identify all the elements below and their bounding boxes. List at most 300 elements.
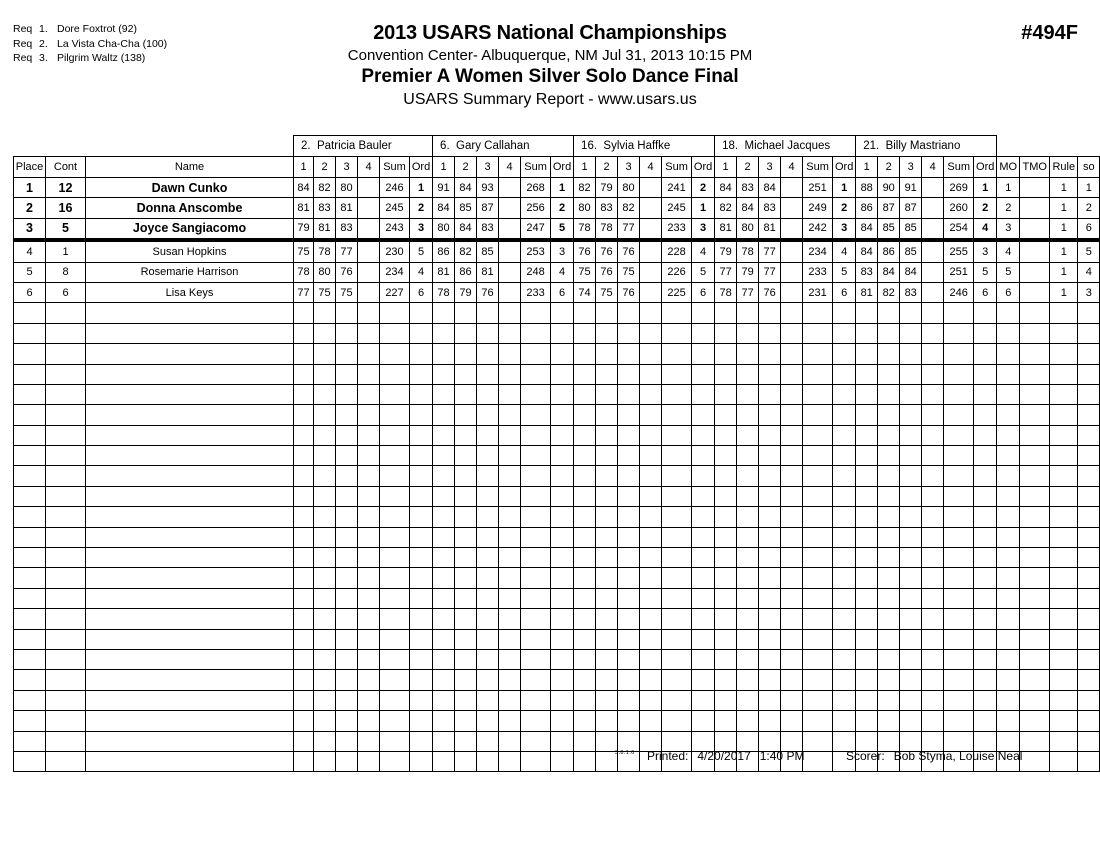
empty-cell xyxy=(1050,629,1078,649)
empty-cell xyxy=(640,670,662,690)
table-row[interactable] xyxy=(14,282,1100,302)
cell-judge1-s1: 84 xyxy=(294,178,314,198)
header-judge5-sum: Sum xyxy=(944,157,974,178)
empty-cell xyxy=(662,323,692,343)
empty-cell xyxy=(922,527,944,547)
empty-cell xyxy=(878,588,900,608)
empty-row[interactable] xyxy=(14,486,1100,506)
empty-row[interactable] xyxy=(14,344,1100,364)
table-row[interactable] xyxy=(14,178,1100,198)
empty-cell xyxy=(314,629,336,649)
empty-cell xyxy=(974,690,997,710)
cell-judge4-s1: 81 xyxy=(715,218,737,240)
header-judge3-3: 3 xyxy=(618,157,640,178)
empty-cell xyxy=(781,548,803,568)
empty-cell xyxy=(294,731,314,751)
empty-cell xyxy=(803,690,833,710)
empty-cell xyxy=(410,527,433,547)
cell-rule: 1 xyxy=(1050,198,1078,218)
empty-cell xyxy=(662,629,692,649)
empty-cell xyxy=(759,405,781,425)
header-judge2-sum: Sum xyxy=(521,157,551,178)
cell-judge5-s1: 88 xyxy=(856,178,878,198)
cell-judge2-s4 xyxy=(499,262,521,282)
cell-judge3-s3: 82 xyxy=(618,198,640,218)
empty-cell xyxy=(46,609,86,629)
empty-cell xyxy=(692,466,715,486)
empty-cell xyxy=(477,446,499,466)
cell-judge2-s1: 81 xyxy=(433,262,455,282)
empty-cell xyxy=(900,629,922,649)
cell-judge5-s3: 91 xyxy=(900,178,922,198)
cell-judge4-s4 xyxy=(781,178,803,198)
empty-cell xyxy=(997,364,1020,384)
empty-cell xyxy=(737,364,759,384)
empty-cell xyxy=(46,670,86,690)
empty-cell xyxy=(521,690,551,710)
cell-so: 4 xyxy=(1078,262,1100,282)
empty-cell xyxy=(944,548,974,568)
empty-cell xyxy=(1078,731,1100,751)
empty-cell xyxy=(46,364,86,384)
empty-cell xyxy=(878,344,900,364)
empty-row[interactable] xyxy=(14,711,1100,731)
empty-cell xyxy=(922,548,944,568)
empty-cell xyxy=(922,609,944,629)
empty-cell xyxy=(86,344,294,364)
empty-cell xyxy=(759,323,781,343)
header-judge1-ord: Ord xyxy=(410,157,433,178)
empty-cell xyxy=(46,690,86,710)
empty-cell xyxy=(336,384,358,404)
empty-cell xyxy=(715,384,737,404)
table-row[interactable] xyxy=(14,240,1100,262)
empty-cell xyxy=(294,649,314,669)
header-judge4-4: 4 xyxy=(781,157,803,178)
cell-judge1-s4 xyxy=(358,282,380,302)
empty-cell xyxy=(410,629,433,649)
empty-cell xyxy=(618,609,640,629)
cell-judge1-sum: 234 xyxy=(380,262,410,282)
cell-judge1-s1: 75 xyxy=(294,240,314,262)
empty-cell xyxy=(14,690,46,710)
empty-cell xyxy=(856,323,878,343)
empty-cell xyxy=(294,466,314,486)
table-row[interactable] xyxy=(14,198,1100,218)
empty-cell xyxy=(618,466,640,486)
empty-cell xyxy=(380,568,410,588)
cell-judge5-ord: 5 xyxy=(974,262,997,282)
empty-row[interactable] xyxy=(14,609,1100,629)
empty-cell xyxy=(596,731,618,751)
empty-cell xyxy=(499,466,521,486)
header-judge2-4: 4 xyxy=(499,157,521,178)
requirement-label: Req xyxy=(13,37,33,50)
cell-judge2-s3: 81 xyxy=(477,262,499,282)
cell-judge5-s3: 85 xyxy=(900,218,922,240)
empty-cell xyxy=(662,548,692,568)
empty-cell xyxy=(662,344,692,364)
empty-cell xyxy=(878,384,900,404)
empty-cell xyxy=(944,711,974,731)
empty-cell xyxy=(662,425,692,445)
empty-cell xyxy=(455,731,477,751)
empty-cell xyxy=(294,690,314,710)
empty-cell xyxy=(294,446,314,466)
empty-cell xyxy=(380,507,410,527)
empty-cell xyxy=(46,425,86,445)
cell-judge4-s4 xyxy=(781,240,803,262)
cell-judge4-ord: 4 xyxy=(833,240,856,262)
empty-cell xyxy=(294,303,314,323)
empty-cell xyxy=(477,323,499,343)
venue-line: Convention Center- Albuquerque, NM Jul 31, 2013 10:15 PM xyxy=(347,47,753,64)
empty-cell xyxy=(900,568,922,588)
empty-cell xyxy=(781,323,803,343)
empty-cell xyxy=(878,629,900,649)
empty-cell xyxy=(499,711,521,731)
cell-judge2-s4 xyxy=(499,282,521,302)
empty-cell xyxy=(662,486,692,506)
empty-row[interactable] xyxy=(14,323,1100,343)
empty-cell xyxy=(692,690,715,710)
empty-cell xyxy=(737,690,759,710)
header-tmo: TMO xyxy=(1020,157,1050,178)
cell-cont: 6 xyxy=(46,282,86,302)
empty-cell xyxy=(410,486,433,506)
empty-cell xyxy=(499,731,521,751)
cell-judge1-s1: 81 xyxy=(294,198,314,218)
empty-cell xyxy=(856,609,878,629)
empty-cell xyxy=(380,731,410,751)
empty-cell xyxy=(997,629,1020,649)
requirement-label: Req xyxy=(13,52,33,65)
empty-cell xyxy=(336,425,358,445)
cell-rule: 1 xyxy=(1050,218,1078,240)
empty-cell xyxy=(715,609,737,629)
empty-cell xyxy=(294,527,314,547)
empty-cell xyxy=(618,588,640,608)
empty-cell xyxy=(1078,609,1100,629)
empty-cell xyxy=(803,527,833,547)
empty-cell xyxy=(455,588,477,608)
empty-cell xyxy=(922,323,944,343)
empty-cell xyxy=(856,690,878,710)
empty-cell xyxy=(922,466,944,486)
header-judge3-sum: Sum xyxy=(662,157,692,178)
cell-judge4-sum: 249 xyxy=(803,198,833,218)
cell-judge5-s1: 86 xyxy=(856,198,878,218)
empty-cell xyxy=(1050,568,1078,588)
empty-cell xyxy=(358,588,380,608)
empty-cell xyxy=(574,527,596,547)
cell-so: 5 xyxy=(1078,240,1100,262)
empty-cell xyxy=(640,507,662,527)
empty-cell xyxy=(878,670,900,690)
cell-judge3-s2: 79 xyxy=(596,178,618,198)
empty-cell xyxy=(380,711,410,731)
empty-cell xyxy=(294,486,314,506)
empty-cell xyxy=(380,690,410,710)
empty-cell xyxy=(477,486,499,506)
empty-cell xyxy=(900,323,922,343)
header-judge2-2: 2 xyxy=(455,157,477,178)
cell-rule: 1 xyxy=(1050,282,1078,302)
empty-cell xyxy=(803,405,833,425)
empty-cell xyxy=(803,364,833,384)
empty-row[interactable] xyxy=(14,629,1100,649)
empty-cell xyxy=(662,303,692,323)
header-judge2-1: 1 xyxy=(433,157,455,178)
cell-judge1-s3: 76 xyxy=(336,262,358,282)
empty-cell xyxy=(574,507,596,527)
empty-cell xyxy=(499,751,521,771)
empty-cell xyxy=(410,344,433,364)
cell-judge2-s2: 85 xyxy=(455,198,477,218)
empty-cell xyxy=(314,344,336,364)
empty-cell xyxy=(974,629,997,649)
empty-cell xyxy=(1050,486,1078,506)
empty-row[interactable] xyxy=(14,670,1100,690)
cell-judge5-s4 xyxy=(922,262,944,282)
empty-cell xyxy=(997,588,1020,608)
empty-cell xyxy=(86,751,294,771)
cell-judge4-sum: 234 xyxy=(803,240,833,262)
empty-cell xyxy=(294,344,314,364)
cell-judge1-s2: 83 xyxy=(314,198,336,218)
empty-cell xyxy=(1078,507,1100,527)
empty-row[interactable] xyxy=(14,588,1100,608)
empty-cell xyxy=(596,405,618,425)
empty-cell xyxy=(521,548,551,568)
empty-cell xyxy=(574,609,596,629)
empty-cell xyxy=(878,609,900,629)
empty-cell xyxy=(692,568,715,588)
empty-cell xyxy=(551,690,574,710)
empty-cell xyxy=(455,507,477,527)
empty-cell xyxy=(314,548,336,568)
empty-cell xyxy=(662,588,692,608)
empty-cell xyxy=(410,751,433,771)
empty-cell xyxy=(878,323,900,343)
empty-cell xyxy=(997,405,1020,425)
empty-cell xyxy=(46,446,86,466)
empty-cell xyxy=(380,323,410,343)
empty-row[interactable] xyxy=(14,548,1100,568)
empty-cell xyxy=(878,486,900,506)
table-row[interactable] xyxy=(14,218,1100,240)
printed-date: 4/20/2017 xyxy=(697,749,751,763)
empty-cell xyxy=(14,751,46,771)
empty-row[interactable] xyxy=(14,568,1100,588)
empty-cell xyxy=(596,446,618,466)
empty-cell xyxy=(574,731,596,751)
empty-cell xyxy=(803,384,833,404)
empty-cell xyxy=(856,527,878,547)
empty-row[interactable] xyxy=(14,384,1100,404)
empty-row[interactable] xyxy=(14,303,1100,323)
empty-cell xyxy=(410,548,433,568)
empty-cell xyxy=(14,344,46,364)
empty-cell xyxy=(380,486,410,506)
empty-cell xyxy=(521,731,551,751)
cell-judge5-s3: 83 xyxy=(900,282,922,302)
empty-cell xyxy=(1050,731,1078,751)
cell-judge3-ord: 4 xyxy=(692,240,715,262)
empty-cell xyxy=(433,731,455,751)
cell-judge5-sum: 246 xyxy=(944,282,974,302)
empty-cell xyxy=(922,711,944,731)
cell-judge5-ord: 3 xyxy=(974,240,997,262)
empty-cell xyxy=(477,588,499,608)
judge-banner-row xyxy=(14,136,1100,157)
empty-cell xyxy=(314,609,336,629)
empty-cell xyxy=(86,486,294,506)
empty-cell xyxy=(380,344,410,364)
empty-cell xyxy=(900,670,922,690)
empty-cell xyxy=(1020,364,1050,384)
empty-cell xyxy=(715,364,737,384)
empty-cell xyxy=(759,303,781,323)
empty-cell xyxy=(922,588,944,608)
cell-mo: 3 xyxy=(997,218,1020,240)
empty-cell xyxy=(662,466,692,486)
empty-cell xyxy=(551,425,574,445)
empty-cell xyxy=(759,711,781,731)
empty-cell xyxy=(618,690,640,710)
report-version: 3.8.1.6 xyxy=(615,750,635,756)
empty-cell xyxy=(900,711,922,731)
empty-cell xyxy=(455,323,477,343)
empty-cell xyxy=(737,507,759,527)
empty-cell xyxy=(499,548,521,568)
empty-cell xyxy=(294,384,314,404)
empty-cell xyxy=(551,548,574,568)
empty-row[interactable] xyxy=(14,507,1100,527)
empty-row[interactable] xyxy=(14,649,1100,669)
empty-cell xyxy=(521,405,551,425)
cell-name: Susan Hopkins xyxy=(86,240,294,262)
empty-cell xyxy=(833,405,856,425)
empty-cell xyxy=(433,629,455,649)
empty-cell xyxy=(477,711,499,731)
empty-cell xyxy=(833,323,856,343)
score-sheet xyxy=(13,135,1095,747)
empty-cell xyxy=(499,344,521,364)
header-judge4-sum: Sum xyxy=(803,157,833,178)
empty-cell xyxy=(314,364,336,384)
cell-judge1-ord: 2 xyxy=(410,198,433,218)
empty-cell xyxy=(455,690,477,710)
empty-cell xyxy=(499,588,521,608)
empty-cell xyxy=(410,364,433,384)
cell-judge5-s4 xyxy=(922,178,944,198)
empty-cell xyxy=(692,405,715,425)
empty-cell xyxy=(618,344,640,364)
empty-cell xyxy=(294,670,314,690)
empty-cell xyxy=(944,527,974,547)
empty-cell xyxy=(455,425,477,445)
empty-cell xyxy=(856,670,878,690)
empty-cell xyxy=(1050,527,1078,547)
empty-cell xyxy=(974,486,997,506)
empty-cell xyxy=(521,364,551,384)
empty-cell xyxy=(737,323,759,343)
empty-cell xyxy=(1050,690,1078,710)
empty-cell xyxy=(640,466,662,486)
empty-cell xyxy=(781,344,803,364)
empty-row[interactable] xyxy=(14,690,1100,710)
empty-cell xyxy=(477,425,499,445)
empty-cell xyxy=(1020,344,1050,364)
cell-cont: 1 xyxy=(46,240,86,262)
empty-cell xyxy=(477,344,499,364)
requirement-label: Req xyxy=(13,23,33,35)
table-row[interactable] xyxy=(14,262,1100,282)
empty-cell xyxy=(1050,425,1078,445)
empty-cell xyxy=(974,649,997,669)
cell-name: Rosemarie Harrison xyxy=(86,262,294,282)
empty-cell xyxy=(358,548,380,568)
empty-cell xyxy=(358,711,380,731)
empty-cell xyxy=(358,670,380,690)
empty-cell xyxy=(336,486,358,506)
empty-cell xyxy=(314,486,336,506)
empty-cell xyxy=(974,609,997,629)
empty-cell xyxy=(1020,405,1050,425)
empty-cell xyxy=(737,466,759,486)
empty-cell xyxy=(618,731,640,751)
empty-cell xyxy=(380,670,410,690)
empty-cell xyxy=(1020,568,1050,588)
cell-judge3-s3: 80 xyxy=(618,178,640,198)
empty-cell xyxy=(759,588,781,608)
cell-judge4-s3: 83 xyxy=(759,198,781,218)
empty-row[interactable] xyxy=(14,364,1100,384)
cell-judge4-ord: 5 xyxy=(833,262,856,282)
empty-row[interactable] xyxy=(14,466,1100,486)
empty-row[interactable] xyxy=(14,405,1100,425)
empty-cell xyxy=(737,711,759,731)
cell-tmo xyxy=(1020,262,1050,282)
empty-cell xyxy=(46,527,86,547)
empty-cell xyxy=(46,751,86,771)
empty-cell xyxy=(86,446,294,466)
empty-cell xyxy=(455,405,477,425)
requirement-text: Dore Foxtrot (92) xyxy=(57,23,137,35)
cell-judge4-ord: 6 xyxy=(833,282,856,302)
empty-cell xyxy=(499,323,521,343)
cell-judge4-s3: 81 xyxy=(759,218,781,240)
empty-cell xyxy=(803,507,833,527)
empty-cell xyxy=(46,486,86,506)
empty-cell xyxy=(1078,527,1100,547)
empty-cell xyxy=(692,711,715,731)
empty-row[interactable] xyxy=(14,425,1100,445)
empty-cell xyxy=(922,384,944,404)
empty-cell xyxy=(46,568,86,588)
empty-cell xyxy=(640,649,662,669)
empty-cell xyxy=(1020,690,1050,710)
empty-row[interactable] xyxy=(14,527,1100,547)
empty-cell xyxy=(997,384,1020,404)
cell-name: Joyce Sangiacomo xyxy=(86,218,294,240)
empty-cell xyxy=(410,384,433,404)
empty-cell xyxy=(737,425,759,445)
empty-row[interactable] xyxy=(14,446,1100,466)
empty-cell xyxy=(410,303,433,323)
empty-cell xyxy=(1050,303,1078,323)
